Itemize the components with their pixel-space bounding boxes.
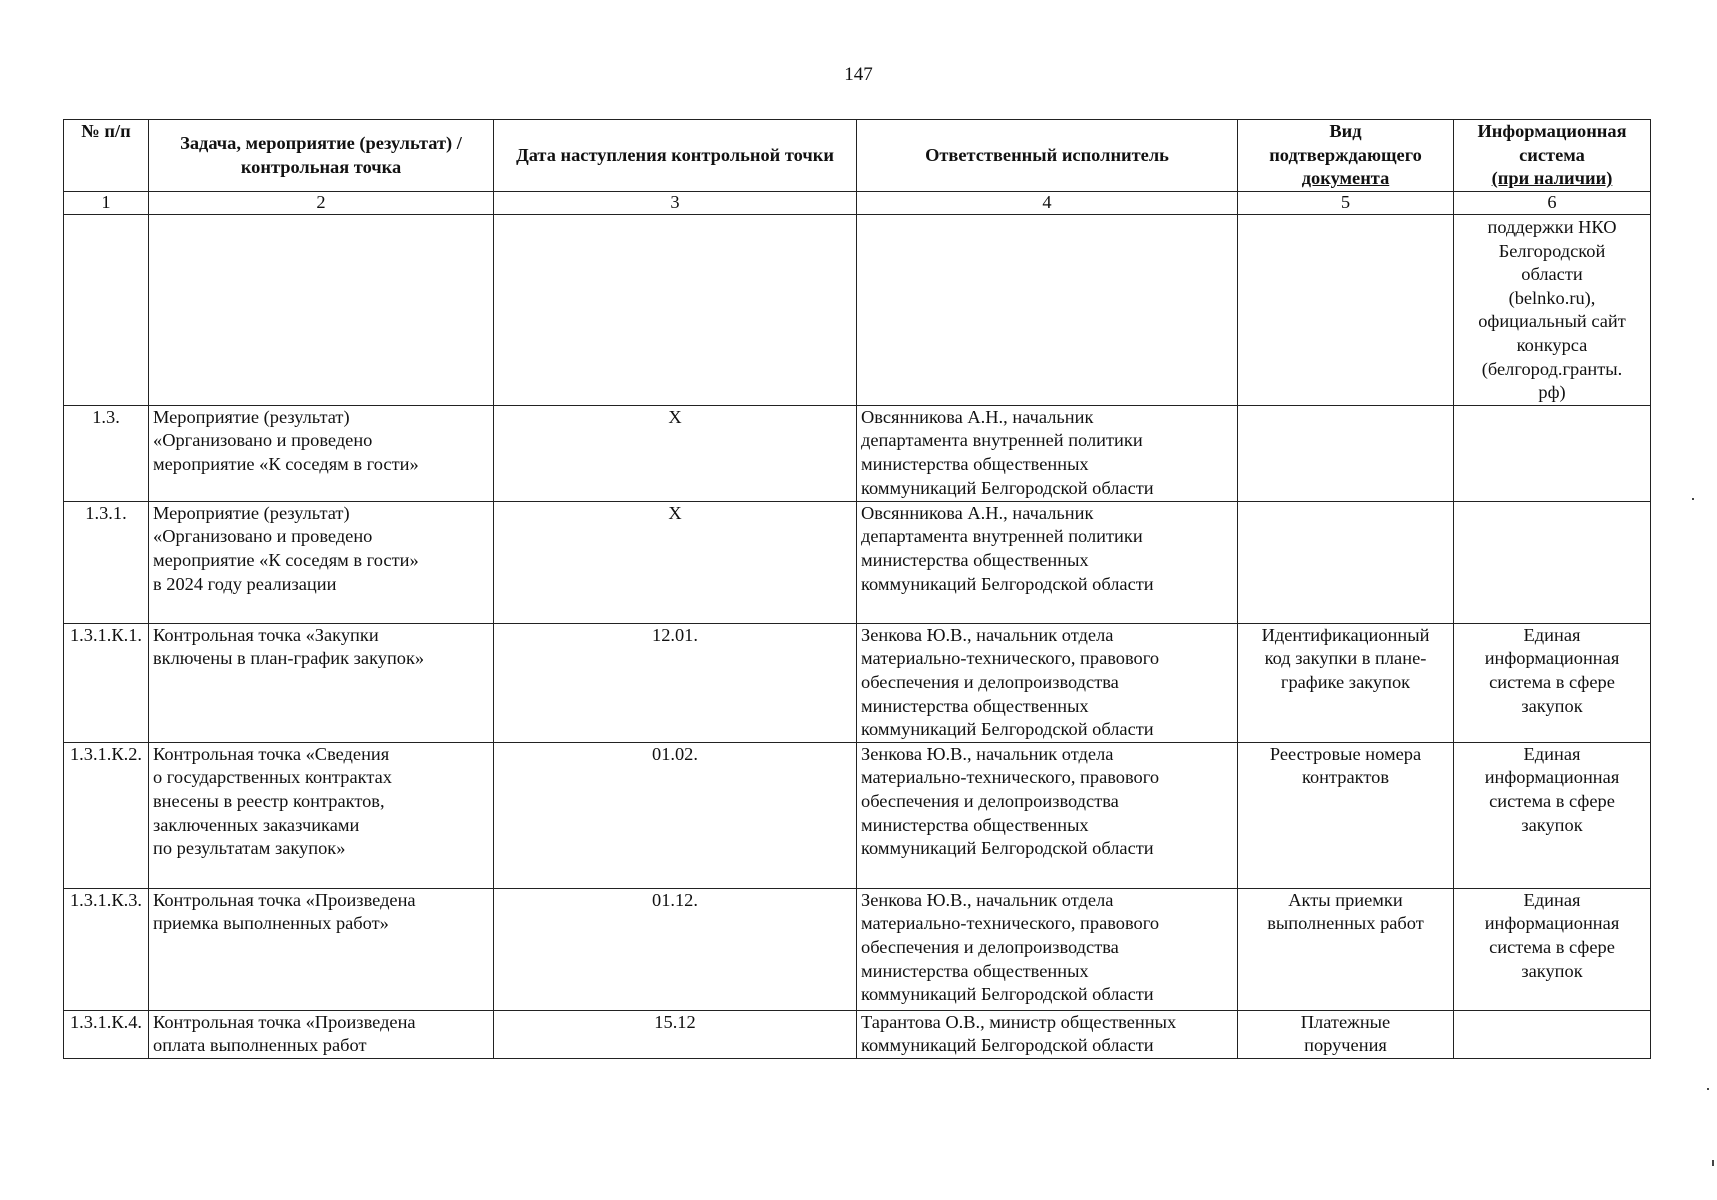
header-document bbox=[1238, 120, 1454, 192]
column-number: 1 bbox=[64, 192, 149, 215]
row-number: 1.3. bbox=[64, 405, 149, 501]
header-document-line: Вид bbox=[1329, 121, 1362, 142]
row-responsible: Зенкова Ю.В., начальник отдела материально-технического, правового обеспечения и делопроизводства министерства общественных коммуникаций Белгородской области bbox=[857, 742, 1238, 888]
table-row bbox=[64, 623, 1651, 742]
header-system bbox=[1454, 120, 1651, 192]
row-responsible: Тарантова О.В., министр общественных коммуникаций Белгородской области bbox=[857, 1010, 1238, 1058]
row-responsible: Зенкова Ю.В., начальник отдела материально-технического, правового обеспечения и делопроизводства министерства общественных коммуникаций Белгородской области bbox=[857, 623, 1238, 742]
header-date: Дата наступления контрольной точки bbox=[494, 120, 857, 192]
scan-speck bbox=[1707, 1088, 1709, 1090]
row-system: поддержки НКО Белгородской области (belnko.ru), официальный сайт конкурса (белгород.гранты. рф) bbox=[1454, 215, 1651, 406]
table-row bbox=[64, 501, 1651, 623]
row-number: 1.3.1.К.2. bbox=[64, 742, 149, 888]
row-system: Единая информационная система в сфере закупок bbox=[1454, 623, 1651, 742]
header-task: Задача, мероприятие (результат) / контрольная точка bbox=[149, 120, 494, 192]
column-number: 5 bbox=[1238, 192, 1454, 215]
page-number: 147 bbox=[844, 64, 873, 85]
row-date: 01.12. bbox=[494, 888, 857, 1010]
row-task: Мероприятие (результат) «Организовано и проведено мероприятие «К соседям в гости» в 2024 году реализации bbox=[149, 501, 494, 623]
row-number: 1.3.1.К.4. bbox=[64, 1010, 149, 1058]
table-row bbox=[64, 1010, 1651, 1058]
row-document bbox=[1238, 215, 1454, 406]
row-number bbox=[64, 215, 149, 406]
row-responsible: Овсянникова А.Н., начальник департамента внутренней политики министерства общественных коммуникаций Белгородской области bbox=[857, 405, 1238, 501]
table-row bbox=[64, 888, 1651, 1010]
column-number-row bbox=[64, 192, 1651, 215]
row-task: Контрольная точка «Сведения о государственных контрактах внесены в реестр контрактов, заключенных заказчиками по результатам закупок» bbox=[149, 742, 494, 888]
row-system: Единая информационная система в сфере закупок bbox=[1454, 742, 1651, 888]
table-row bbox=[64, 215, 1651, 406]
row-date: 12.01. bbox=[494, 623, 857, 742]
row-date: 01.02. bbox=[494, 742, 857, 888]
row-document: Реестровые номера контрактов bbox=[1238, 742, 1454, 888]
header-number: № п/п bbox=[64, 120, 149, 192]
header-document-line: документа bbox=[1301, 168, 1390, 189]
control-points-table bbox=[63, 119, 1651, 1059]
scan-speck bbox=[1692, 498, 1694, 500]
header-responsible: Ответственный исполнитель bbox=[857, 120, 1238, 192]
table-row bbox=[64, 405, 1651, 501]
row-system bbox=[1454, 1010, 1651, 1058]
row-document bbox=[1238, 405, 1454, 501]
column-number: 4 bbox=[857, 192, 1238, 215]
row-system bbox=[1454, 405, 1651, 501]
row-task: Контрольная точка «Произведена приемка выполненных работ» bbox=[149, 888, 494, 1010]
row-document bbox=[1238, 501, 1454, 623]
row-task: Мероприятие (результат) «Организовано и проведено мероприятие «К соседям в гости» bbox=[149, 405, 494, 501]
row-responsible bbox=[857, 215, 1238, 406]
row-document: Платежные поручения bbox=[1238, 1010, 1454, 1058]
row-task: Контрольная точка «Произведена оплата выполненных работ bbox=[149, 1010, 494, 1058]
column-number: 2 bbox=[149, 192, 494, 215]
table-row bbox=[64, 742, 1651, 888]
row-date: Х bbox=[494, 501, 857, 623]
column-number: 6 bbox=[1454, 192, 1651, 215]
column-number: 3 bbox=[494, 192, 857, 215]
row-task bbox=[149, 215, 494, 406]
row-number: 1.3.1.К.3. bbox=[64, 888, 149, 1010]
header-system-line: система bbox=[1519, 144, 1585, 165]
header-system-line: (при наличии) bbox=[1491, 168, 1613, 189]
row-responsible: Овсянникова А.Н., начальник департамента внутренней политики министерства общественных коммуникаций Белгородской области bbox=[857, 501, 1238, 623]
row-system: Единая информационная система в сфере закупок bbox=[1454, 888, 1651, 1010]
row-date: Х bbox=[494, 405, 857, 501]
row-system bbox=[1454, 501, 1651, 623]
scan-speck bbox=[1712, 1160, 1714, 1166]
row-date: 15.12 bbox=[494, 1010, 857, 1058]
row-responsible: Зенкова Ю.В., начальник отдела материально-технического, правового обеспечения и делопроизводства министерства общественных коммуникаций Белгородской области bbox=[857, 888, 1238, 1010]
row-date bbox=[494, 215, 857, 406]
header-system-line: Информационная bbox=[1477, 121, 1627, 142]
header-document-line: подтверждающего bbox=[1269, 144, 1422, 165]
row-number: 1.3.1.К.1. bbox=[64, 623, 149, 742]
row-task: Контрольная точка «Закупки включены в план-график закупок» bbox=[149, 623, 494, 742]
table-header-row bbox=[64, 120, 1651, 192]
row-document: Акты приемки выполненных работ bbox=[1238, 888, 1454, 1010]
row-number: 1.3.1. bbox=[64, 501, 149, 623]
row-document: Идентификационный код закупки в плане- графике закупок bbox=[1238, 623, 1454, 742]
